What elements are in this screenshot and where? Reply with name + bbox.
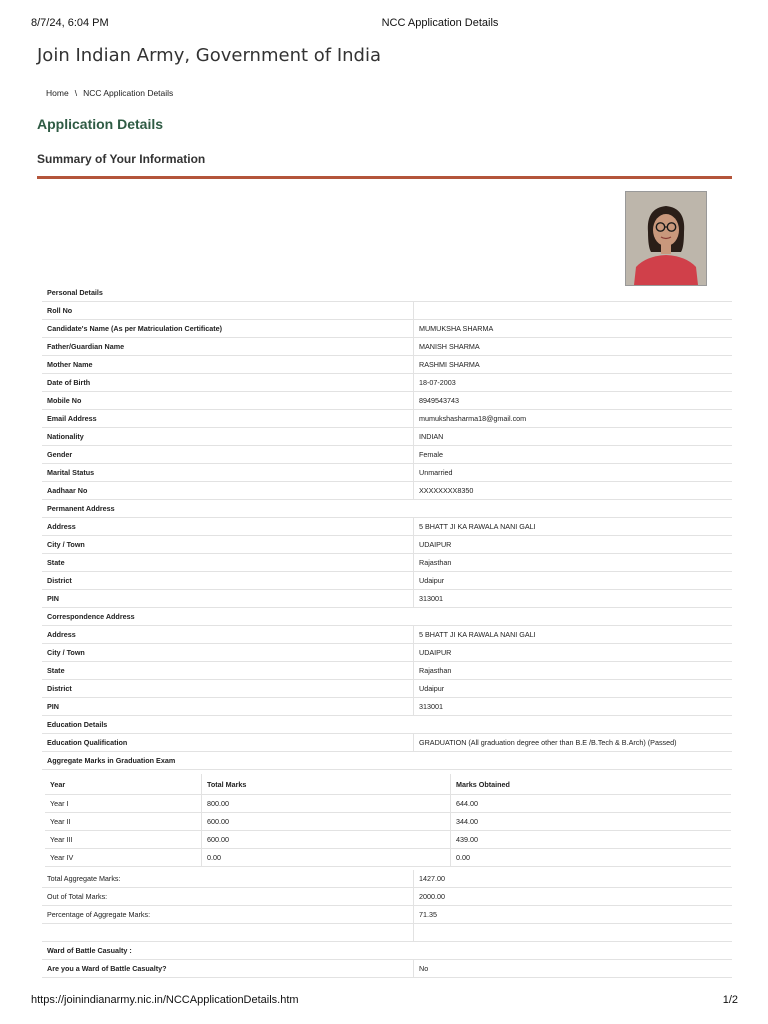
correspondence-address-field-value: 313001 xyxy=(414,698,733,716)
personal-field-value: XXXXXXXX8350 xyxy=(414,482,733,500)
totals-value: 71.35 xyxy=(414,906,733,924)
personal-field-row xyxy=(42,446,732,464)
personal-field-row xyxy=(42,428,732,446)
marks-header-total: Total Marks xyxy=(202,774,451,795)
personal-field-label: Roll No xyxy=(42,302,414,320)
personal-field-label: Gender xyxy=(42,446,414,464)
personal-field-value: INDIAN xyxy=(414,428,733,446)
totals-table xyxy=(42,870,732,978)
correspondence-address-row xyxy=(42,608,732,626)
education-details-row xyxy=(42,716,732,734)
personal-field-row xyxy=(42,482,732,500)
correspondence-address-field-value: UDAIPUR xyxy=(414,644,733,662)
personal-field-label: Aadhaar No xyxy=(42,482,414,500)
permanent-address-field-value: 313001 xyxy=(414,590,733,608)
correspondence-address-field-row xyxy=(42,644,732,662)
personal-details-row xyxy=(42,284,732,302)
personal-field-row xyxy=(42,320,732,338)
permanent-address-field-label: City / Town xyxy=(42,536,414,554)
marks-row xyxy=(45,849,731,867)
marks-obtained-cell: 0.00 xyxy=(451,849,732,867)
battle-casualty-row xyxy=(42,960,732,978)
breadcrumb-home-link[interactable]: Home xyxy=(46,88,69,98)
breadcrumb xyxy=(46,88,173,98)
education-details-heading: Education Details xyxy=(42,716,732,734)
personal-field-label: Email Address xyxy=(42,410,414,428)
personal-field-value: 8949543743 xyxy=(414,392,733,410)
personal-field-value: MANISH SHARMA xyxy=(414,338,733,356)
marks-row xyxy=(45,831,731,849)
site-title: Join Indian Army, Government of India xyxy=(37,45,382,66)
totals-label: Percentage of Aggregate Marks: xyxy=(42,906,414,924)
personal-field-row xyxy=(42,356,732,374)
correspondence-address-field-value: Udaipur xyxy=(414,680,733,698)
blank-cell xyxy=(42,924,414,942)
marks-total-cell: 600.00 xyxy=(202,831,451,849)
battle-casualty-label: Are you a Ward of Battle Casualty? xyxy=(42,960,414,978)
personal-field-value xyxy=(414,302,733,320)
battle-casualty-value: No xyxy=(414,960,733,978)
personal-field-row xyxy=(42,338,732,356)
correspondence-address-field-value: 5 BHATT JI KA RAWALA NANI GALI xyxy=(414,626,733,644)
correspondence-address-heading: Correspondence Address xyxy=(42,608,732,626)
marks-row xyxy=(45,813,731,831)
battle-casualty-section-row xyxy=(42,942,732,960)
personal-field-row xyxy=(42,374,732,392)
permanent-address-field-label: State xyxy=(42,554,414,572)
personal-field-label: Father/Guardian Name xyxy=(42,338,414,356)
permanent-address-field-row xyxy=(42,590,732,608)
battle-casualty-heading: Ward of Battle Casualty : xyxy=(42,942,732,960)
correspondence-address-field-row xyxy=(42,680,732,698)
permanent-address-field-row xyxy=(42,518,732,536)
permanent-address-field-label: Address xyxy=(42,518,414,536)
personal-field-label: Date of Birth xyxy=(42,374,414,392)
marks-header-year: Year xyxy=(45,774,202,795)
personal-field-value: Unmarried xyxy=(414,464,733,482)
marks-year-cell: Year III xyxy=(45,831,202,849)
totals-row xyxy=(42,870,732,888)
correspondence-address-field-label: District xyxy=(42,680,414,698)
personal-field-label: Mother Name xyxy=(42,356,414,374)
marks-year-cell: Year I xyxy=(45,795,202,813)
totals-value: 2000.00 xyxy=(414,888,733,906)
print-url: https://joinindianarmy.nic.in/NCCApplicationDetails.htm xyxy=(31,994,299,1006)
personal-details-heading: Personal Details xyxy=(42,284,732,302)
personal-field-label: Mobile No xyxy=(42,392,414,410)
permanent-address-field-label: District xyxy=(42,572,414,590)
marks-header-row xyxy=(45,774,731,795)
permanent-address-field-label: PIN xyxy=(42,590,414,608)
print-timestamp: 8/7/24, 6:04 PM xyxy=(31,17,109,29)
education-field-row xyxy=(42,734,732,752)
marks-total-cell: 800.00 xyxy=(202,795,451,813)
education-field-label: Education Qualification xyxy=(42,734,414,752)
permanent-address-row xyxy=(42,500,732,518)
breadcrumb-separator: \ xyxy=(74,88,78,98)
correspondence-address-field-label: Address xyxy=(42,626,414,644)
permanent-address-field-value: Rajasthan xyxy=(414,554,733,572)
marks-obtained-cell: 439.00 xyxy=(451,831,732,849)
personal-field-value: mumukshasharma18@gmail.com xyxy=(414,410,733,428)
permanent-address-field-value: Udaipur xyxy=(414,572,733,590)
correspondence-address-field-label: PIN xyxy=(42,698,414,716)
correspondence-address-field-value: Rajasthan xyxy=(414,662,733,680)
permanent-address-heading: Permanent Address xyxy=(42,500,732,518)
summary-title: Summary of Your Information xyxy=(37,152,206,166)
totals-row xyxy=(42,906,732,924)
correspondence-address-field-label: State xyxy=(42,662,414,680)
correspondence-address-field-row xyxy=(42,698,732,716)
permanent-address-field-value: UDAIPUR xyxy=(414,536,733,554)
personal-field-label: Nationality xyxy=(42,428,414,446)
totals-label: Total Aggregate Marks: xyxy=(42,870,414,888)
print-header xyxy=(0,17,768,31)
personal-field-value: Female xyxy=(414,446,733,464)
correspondence-address-field-label: City / Town xyxy=(42,644,414,662)
correspondence-address-field-row xyxy=(42,626,732,644)
marks-header-obtained: Marks Obtained xyxy=(451,774,732,795)
marks-obtained-cell: 644.00 xyxy=(451,795,732,813)
blank-row xyxy=(42,924,732,942)
print-page-number: 1/2 xyxy=(722,994,738,1006)
marks-obtained-cell: 344.00 xyxy=(451,813,732,831)
permanent-address-field-row xyxy=(42,536,732,554)
personal-details-table xyxy=(42,284,732,770)
breadcrumb-current: NCC Application Details xyxy=(83,88,174,98)
totals-label: Out of Total Marks: xyxy=(42,888,414,906)
marks-year-cell: Year IV xyxy=(45,849,202,867)
candidate-photo xyxy=(625,191,707,286)
personal-field-row xyxy=(42,302,732,320)
personal-field-row xyxy=(42,392,732,410)
correspondence-address-field-row xyxy=(42,662,732,680)
personal-field-value: RASHMI SHARMA xyxy=(414,356,733,374)
totals-row xyxy=(42,888,732,906)
blank-cell xyxy=(414,924,733,942)
totals-value: 1427.00 xyxy=(414,870,733,888)
aggregate-marks-row xyxy=(42,752,732,770)
personal-field-value: MUMUKSHA SHARMA xyxy=(414,320,733,338)
marks-year-cell: Year II xyxy=(45,813,202,831)
permanent-address-field-row xyxy=(42,554,732,572)
print-page-title: NCC Application Details xyxy=(381,17,499,29)
aggregate-marks-table xyxy=(45,774,731,867)
page-title: Application Details xyxy=(37,116,164,132)
marks-total-cell: 0.00 xyxy=(202,849,451,867)
education-field-value: GRADUATION (All graduation degree other than B.E /B.Tech & B.Arch) (Passed) xyxy=(414,734,733,752)
marks-row xyxy=(45,795,731,813)
permanent-address-field-row xyxy=(42,572,732,590)
personal-field-label: Candidate's Name (As per Matriculation Certificate) xyxy=(42,320,414,338)
marks-total-cell: 600.00 xyxy=(202,813,451,831)
section-divider xyxy=(37,176,732,179)
permanent-address-field-value: 5 BHATT JI KA RAWALA NANI GALI xyxy=(414,518,733,536)
personal-field-row xyxy=(42,464,732,482)
personal-field-row xyxy=(42,410,732,428)
aggregate-marks-heading: Aggregate Marks in Graduation Exam xyxy=(42,752,732,770)
personal-field-value: 18-07-2003 xyxy=(414,374,733,392)
personal-field-label: Marital Status xyxy=(42,464,414,482)
